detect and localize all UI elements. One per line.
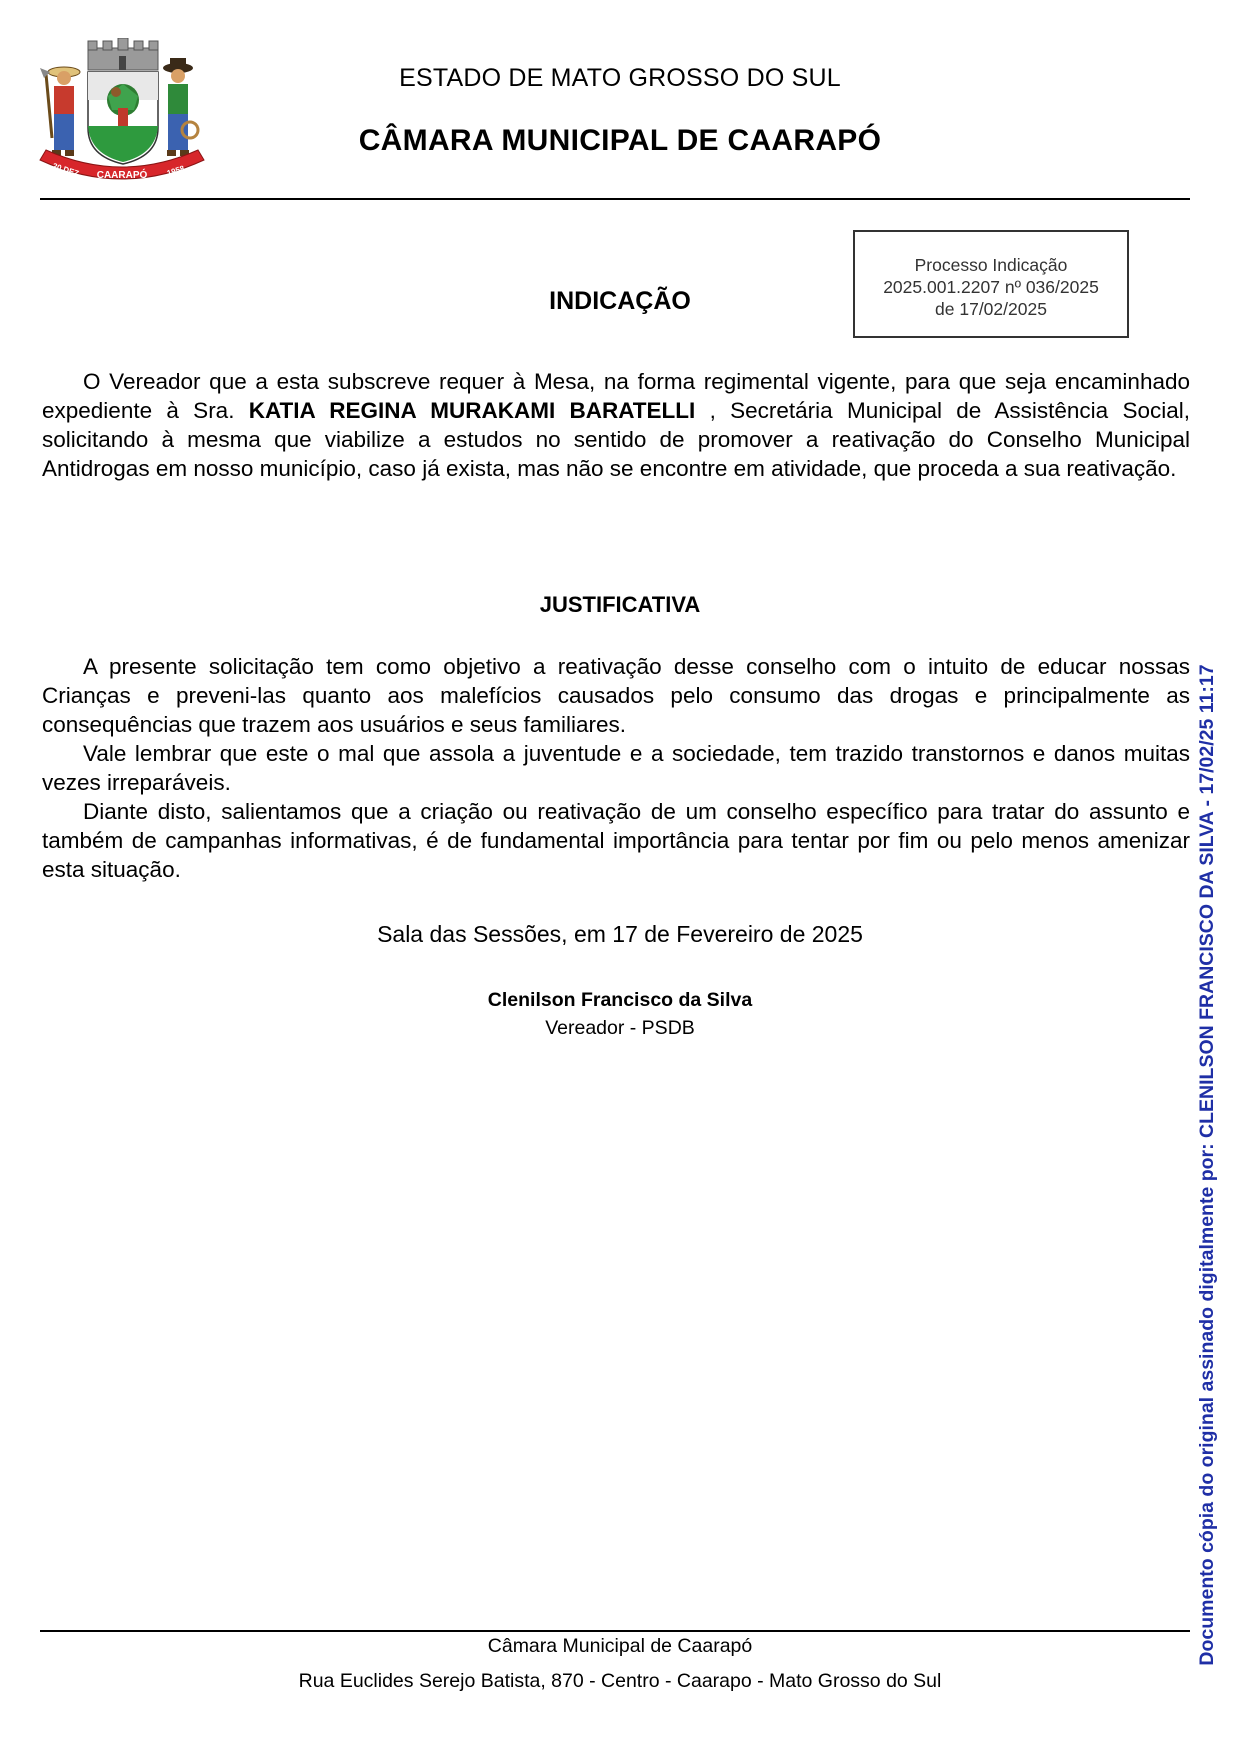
recipient-name: KATIA REGINA MURAKAMI BARATELLI <box>248 398 696 423</box>
request-text-after: , Secretária Municipal de Assistência Social, solicitando à mesma que viabilize a estudos no sentido de promover a reativação do Conselho Municipal Antidrogas em nosso município, caso já exista, mas não se encontre em atividade, que proceda a sua reativação. <box>42 398 1190 481</box>
digital-signature-note: Documento cópia do original assinado digitalmente por: CLENILSON FRANCISCO DA SILVA - 17/02/25 11:17 <box>1196 664 1218 1666</box>
chamber-title: CÂMARA MUNICIPAL DE CAARAPÓ <box>358 124 882 157</box>
justification-paragraph-2: Vale lembrar que este o mal que assola a juventude e a sociedade, tem trazido transtornos e danos muitas vezes irreparáveis. <box>42 741 1190 795</box>
footer-divider <box>40 1630 1190 1632</box>
signer-name: Clenilson Francisco da Silva <box>487 989 753 1011</box>
signer-role: Vereador - PSDB <box>545 1017 695 1039</box>
request-text-before: O Vereador que a esta subscreve requer à Mesa, na forma regimental vigente, para que seja encaminhado expediente à Sra. <box>42 369 1190 423</box>
justification-title: JUSTIFICATIVA <box>539 592 701 617</box>
process-stamp-line3: de 17/02/2025 <box>935 299 1047 319</box>
footer-address: Rua Euclides Serejo Batista, 870 - Centro - Caarapo - Mato Grosso do Sul <box>298 1670 942 1692</box>
justification-paragraph-3: Diante disto, salientamos que a criação ou reativação de um conselho específico para tratar do assunto e também de campanhas informativas, é de fundamental importância para tentar por fim ou pelo menos amenizar esta situação. <box>42 799 1190 882</box>
process-stamp-line1: Processo Indicação <box>914 255 1068 275</box>
municipal-coat-of-arms-icon <box>38 38 206 188</box>
ribbon-right-text: 1958 <box>165 163 186 178</box>
header-divider <box>40 198 1190 200</box>
process-stamp-line2: 2025.001.2207 nº 036/2025 <box>883 277 1099 297</box>
footer-institution: Câmara Municipal de Caarapó <box>487 1635 753 1657</box>
ribbon-center-text: CAARAPÓ <box>96 170 148 181</box>
request-paragraph <box>42 367 1190 483</box>
process-stamp <box>853 230 1129 338</box>
ribbon-left-text: 20 DEZ <box>51 161 80 179</box>
state-title: ESTADO DE MATO GROSSO DO SUL <box>399 64 841 92</box>
closing-line: Sala das Sessões, em 17 de Fevereiro de 2025 <box>377 921 863 947</box>
justification-paragraph-1: A presente solicitação tem como objetivo a reativação desse conselho com o intuito de educar nossas Crianças e preveni-las quanto aos malefícios causados pelo consumo das drogas e principalmente as consequências que trazem aos usuários e seus familiares. <box>42 654 1190 737</box>
document-title: INDICAÇÃO <box>549 287 691 315</box>
